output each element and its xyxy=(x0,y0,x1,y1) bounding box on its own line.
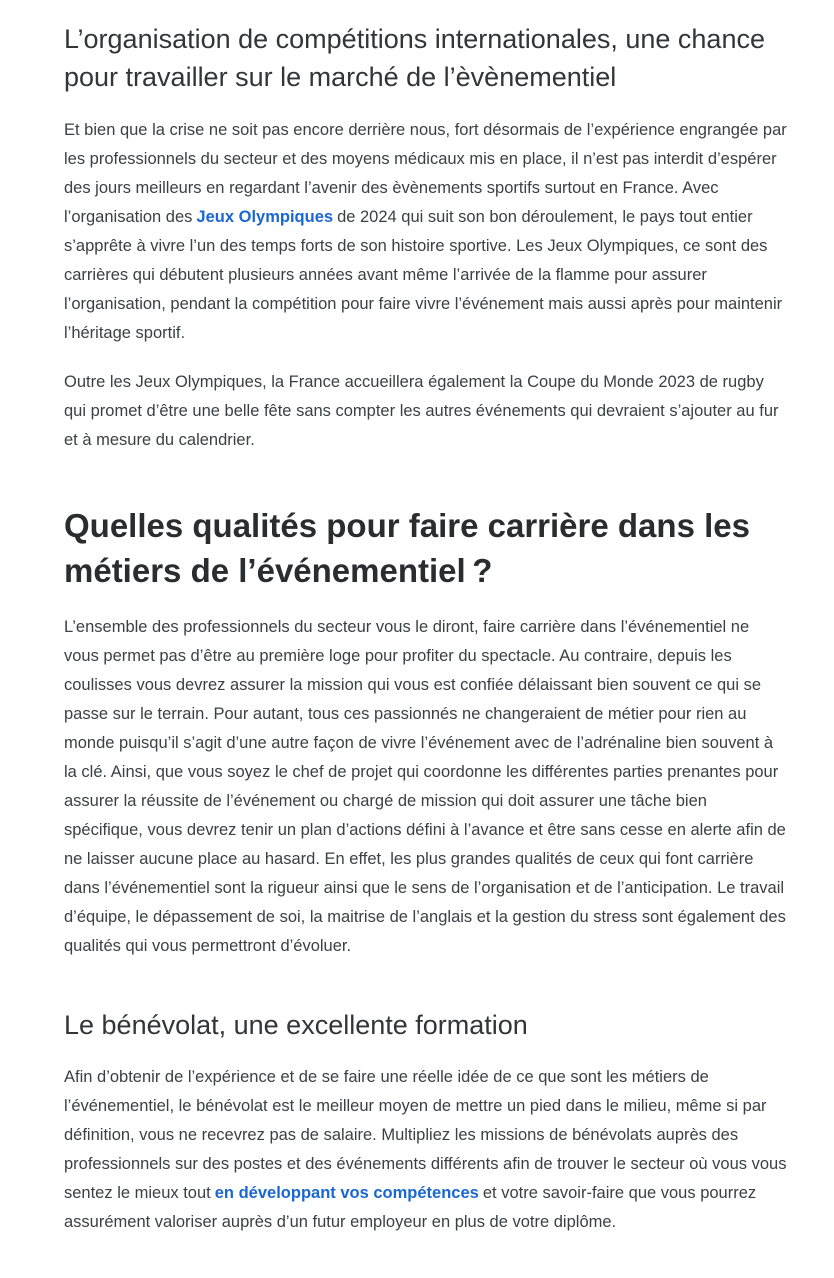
heading-qualities: Quelles qualités pour faire carrière dans les métiers de l’événementiel ? xyxy=(64,507,750,589)
link-jeux-olympiques[interactable]: Jeux Olympiques xyxy=(196,208,334,226)
heading-international-competitions: L’organisation de compétitions internationales, une chance pour travailler sur le marché de l’èvènementiel xyxy=(64,24,765,92)
article-content xyxy=(64,0,788,1237)
paragraph-benevolat xyxy=(64,1063,788,1237)
paragraph-crisis-olympics xyxy=(64,116,788,348)
paragraph-coupe-du-monde: Outre les Jeux Olympiques, la France accueillera également la Coupe du Monde 2023 de rugby qui promet d’être une belle fête sans compter les autres événements qui devraient s’ajouter au fur et à mesure du calendrier. xyxy=(64,373,779,449)
paragraph-text: de 2024 qui suit son bon déroulement, le pays tout entier s’apprête à vivre l’un des temps forts de son histoire sportive. Les Jeux Olympiques, ce sont des carrières qui débutent plusieurs années avant même l’arrivée de la flamme pour assurer l’organisation, pendant la compétition pour faire vivre l’événement mais aussi après pour maintenir l’héritage sportif. xyxy=(64,208,783,342)
heading-benevolat: Le bénévolat, une excellente formation xyxy=(64,1010,528,1040)
paragraph-text: et votre savoir-faire que vous pourrez assurément valoriser auprès d’un futur employeur en plus de votre diplôme. xyxy=(64,1184,757,1231)
link-developper-competences[interactable]: en développant vos compétences xyxy=(214,1184,479,1202)
paragraph-text: Afin d’obtenir de l’expérience et de se faire une réelle idée de ce que sont les métiers de l’événementiel, le bénévolat est le meilleur moyen de mettre un pied dans le milieu, même si par définition, vous ne recevrez pas de salaire. Multipliez les missions de bénévolats auprès des professionnels sur des postes et des événements différents afin de trouver le secteur où vous vous sentez le mieux tout xyxy=(64,1068,787,1202)
paragraph-qualities: L’ensemble des professionnels du secteur vous le diront, faire carrière dans l’événementiel ne vous permet pas d’être au première loge pour profiter du spectacle. Au contraire, depuis les coulisses vous devrez assurer la mission qui vous est confiée délaissant bien souvent ce qui se passe sur le terrain. Pour autant, tous ces passionnés ne changeraient de métier pour rien au monde puisqu’il s’agit d’une autre façon de vivre l’événement avec de l’adrénaline bien souvent à la clé. Ainsi, que vous soyez le chef de projet qui coordonne les différentes parties prenantes pour assurer la réussite de l’événement ou chargé de mission qui doit assurer une tâche bien spécifique, vous devrez tenir un plan d’actions défini à l’avance et être sans cesse en alerte afin de ne laisser aucune place au hasard. En effet, les plus grandes qualités de ceux qui font carrière dans l’événementiel sont la rigueur ainsi que le sens de l’organisation et de l’anticipation. Le travail d’équipe, le dépassement de soi, la maitrise de l’anglais et la gestion du stress sont également des qualités qui vous permettront d’évoluer. xyxy=(64,618,786,955)
paragraph-text: Et bien que la crise ne soit pas encore derrière nous, fort désormais de l’expérience engrangée par les professionnels du secteur et des moyens médicaux mis en place, il n’est pas interdit d’espérer des jours meilleurs en regardant l’avenir des èvènements sportifs surtout en France. Avec l’organisation des xyxy=(64,121,787,226)
